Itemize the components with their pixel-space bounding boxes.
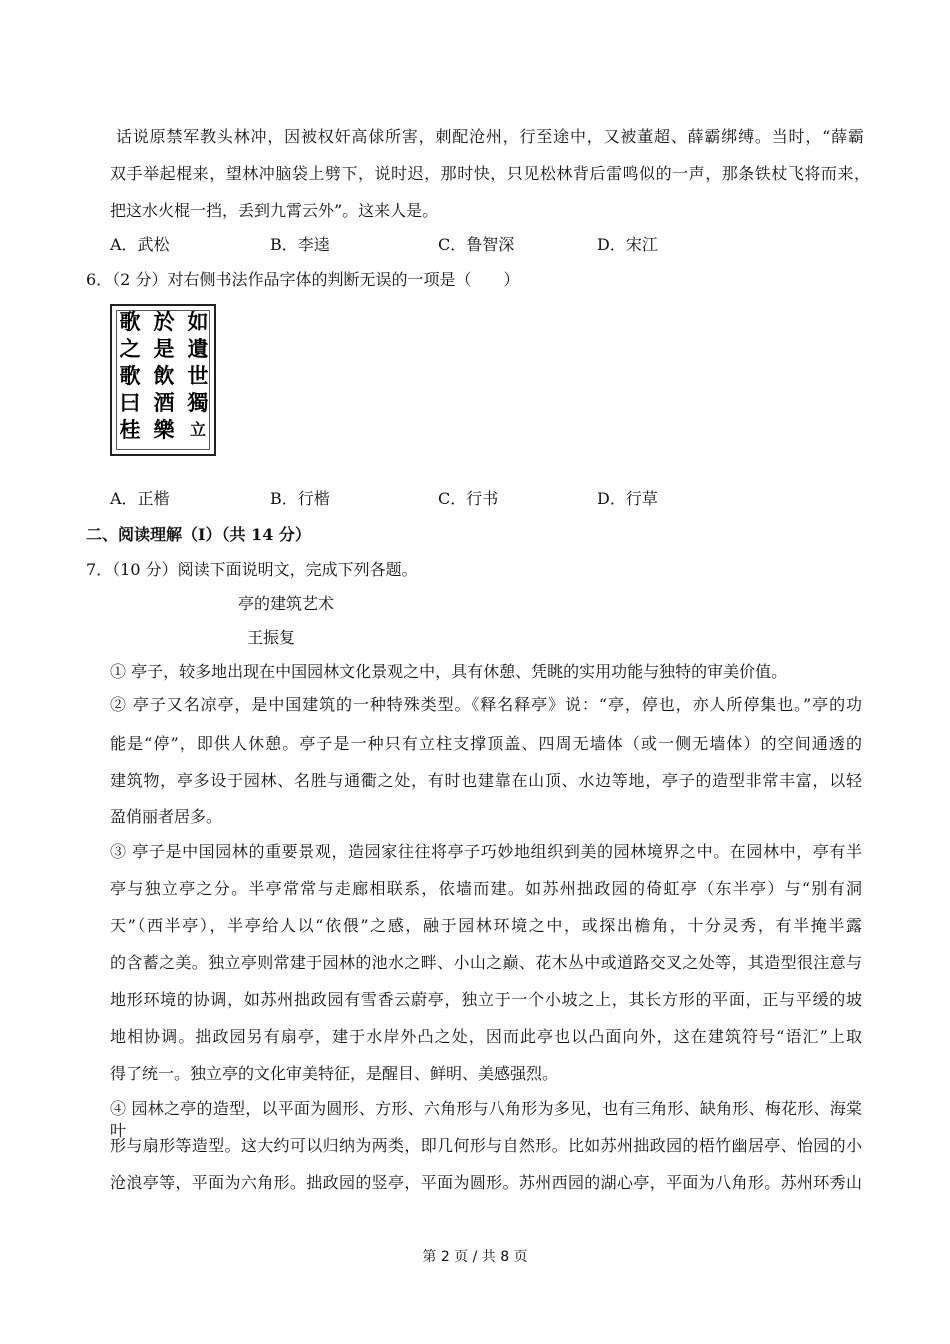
article-line: 天”（西半亭），半亭给人以“依偎”之感，融于园林环境之中，或探出檐角，十分灵秀，有半掩半露 (110, 916, 862, 935)
q6-option-d: D．行草 (597, 489, 658, 508)
article-line: 形与扇形等造型。这大约可以归纳为两类，即几何形与自然形。比如苏州拙政园的梧竹幽居亭、怡园的小 (110, 1136, 862, 1155)
calligraphy-char: 立 (189, 420, 206, 439)
article-line: ④ 园林之亭的造型，以平面为圆形、方形、六角形与八角形为多见，也有三角形、缺角形、梅花形、海棠叶 (110, 1099, 862, 1140)
article-line: 得了统一。独立亭的文化审美特征，是醒目、鲜明、美感强烈。 (110, 1064, 559, 1083)
article-line: 能是“停”，即供人休憩。亭子是一种只有立柱支撑顶盖、四周无墙体（或一侧无墙体）的空间通透的 (110, 734, 862, 753)
q6-option-b: B．行楷 (270, 489, 330, 508)
article-line: 沧浪亭等，平面为六角形。拙政园的竖亭，平面为圆形。苏州西园的湖心亭，平面为八角形。苏州环秀山 (110, 1173, 862, 1192)
article-line: 建筑物，亭多设于园林、名胜与通衢之处，有时也建靠在山顶、水边等地，亭子的造型非常丰富，以轻 (110, 771, 862, 790)
calligraphy-char: 於 (153, 309, 175, 334)
q5-option-c: C．鲁智深 (438, 235, 515, 254)
article-author: 王振复 (247, 628, 296, 647)
article-line: ③ 亭子是中国园林的重要景观，造园家往往将亭子巧妙地组织到美的园林境界之中。在园林中，亭有半 (110, 842, 862, 861)
calligraphy-char: 歌 (119, 363, 141, 388)
q6-stem: 6．（2 分）对右侧书法作品字体的判断无误的一项是（ ） (86, 270, 520, 289)
q5-line-3: 把这水火棍一挡，丢到九霄云外”。这来人是。 (110, 201, 439, 220)
article-line: 地形环境的协调，如苏州拙政园有雪香云蔚亭，独立于一个小坡之上，其长方形的平面，正与平缓的坡 (110, 990, 862, 1009)
q5-option-a: A．武松 (110, 235, 170, 254)
calligraphy-char: 歌 (119, 309, 141, 334)
q5-line-2: 双手举起棍来，望林冲脑袋上劈下，说时迟，那时快，只见松林背后雷鸣似的一声，那条铁杖飞将而来， (110, 164, 870, 183)
article-line: ② 亭子又名凉亭，是中国建筑的一种特殊类型。《释名释亭》说：“亭，停也，亦人所停集也。”亭的功 (110, 695, 862, 714)
calligraphy-column-2 (152, 308, 176, 443)
calligraphy-char: 如 (187, 309, 209, 334)
q5-option-d: D．宋江 (597, 235, 658, 254)
article-line: 地相协调。拙政园另有扇亭，建于水岸外凸之处，因而此亭也以凸面向外，这在建筑符号“语汇”上取 (110, 1027, 862, 1046)
calligraphy-char: 獨 (187, 390, 209, 415)
calligraphy-char: 酒 (153, 390, 175, 415)
calligraphy-char: 桂 (119, 417, 141, 442)
article-line: 盈俏丽者居多。 (110, 807, 223, 826)
calligraphy-char: 飲 (153, 363, 175, 388)
page-footer: 第 2 页 / 共 8 页 (422, 1249, 528, 1265)
article-title: 亭的建筑艺术 (238, 594, 335, 613)
article-line: 亭与独立亭之分。半亭常常与走廊相联系，依墙而建。如苏州拙政园的倚虹亭（东半亭）与“别有洞 (110, 879, 862, 898)
calligraphy-image (110, 304, 216, 456)
q6-option-c: C．行书 (438, 489, 499, 508)
calligraphy-char: 曰 (119, 390, 141, 415)
q5-option-b: B．李逵 (270, 235, 330, 254)
calligraphy-char: 遺 (187, 336, 209, 361)
article-line: ① 亭子，较多地出现在中国园林文化景观之中，具有休憩、凭眺的实用功能与独特的审美价值。 (110, 662, 788, 681)
calligraphy-char: 之 (119, 336, 141, 361)
calligraphy-char: 樂 (153, 417, 175, 442)
article-line: 的含蓄之美。独立亭则常建于园林的池水之畔、小山之巅、花木丛中或道路交叉之处等，其造型很注意与 (110, 953, 862, 972)
calligraphy-column-1 (186, 308, 210, 443)
q6-option-a: A．正楷 (110, 489, 170, 508)
section-heading: 二、阅读理解（Ⅰ）（共 14 分） (86, 525, 311, 544)
calligraphy-char: 是 (153, 336, 175, 361)
calligraphy-column-3 (118, 308, 142, 443)
q5-line-1: 话说原禁军教头林冲，因被权奸高俅所害，刺配沧州，行至途中，又被董超、薛霸绑缚。当时，“薛霸 (116, 127, 864, 146)
calligraphy-char: 世 (187, 363, 209, 388)
q7-stem: 7．（10 分）阅读下面说明文，完成下列各题。 (86, 560, 418, 579)
